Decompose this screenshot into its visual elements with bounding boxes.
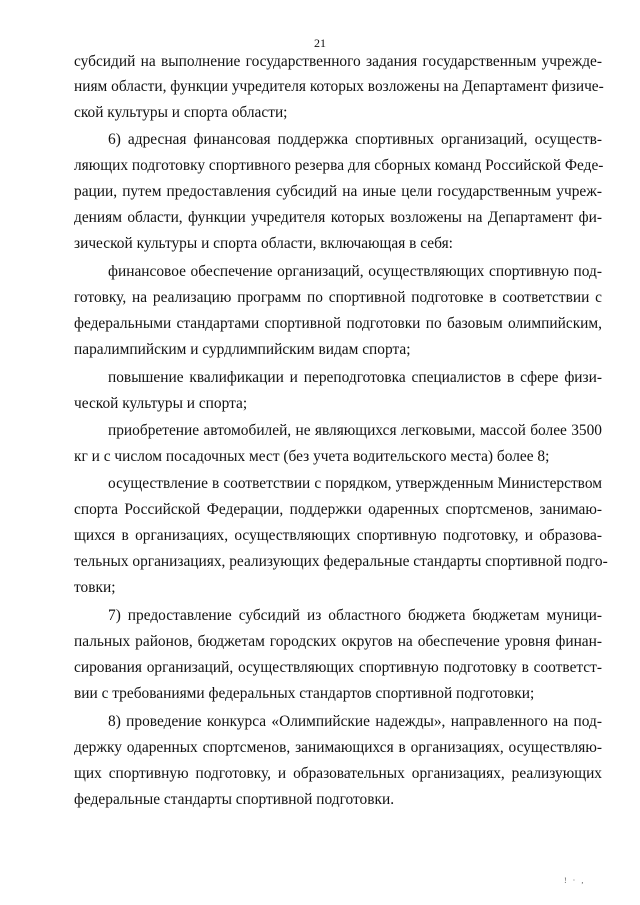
text-line: тельных организациях, реализующих федеральные стандарты спортивной подго- <box>74 553 608 570</box>
text-line: готовку, на реализацию программ по спортивной подготовке в соответствии с <box>74 289 602 306</box>
text-line: дениям области, функции учредителя которых возложены на Департамент фи- <box>74 209 602 226</box>
text-line: субсидий на выполнение государственного задания государственным учрежде- <box>74 53 602 70</box>
text-line: рации, путем предоставления субсидий на иные цели государственным учреж- <box>74 183 602 200</box>
text-line: повышение квалификации и переподготовка специалистов в сфере физи- <box>108 369 602 386</box>
text-line: вии с требованиями федеральных стандартов спортивной подготовки; <box>74 685 535 702</box>
text-line: щих спортивную подготовку, и образовательных организациях, реализующих <box>74 765 602 782</box>
text-line: ляющих подготовку спортивного резерва для сборных команд Российской Феде- <box>74 157 604 174</box>
text-line: ниям области, функции учредителя которых возложены на Департамент физиче- <box>74 78 604 95</box>
text-line: пальных районов, бюджетам городских округов на обеспечение уровня финан- <box>74 633 602 650</box>
text-line: щихся в организациях, осуществляющих спортивную подготовку, и образова- <box>74 527 602 544</box>
text-line: ческой культуры и спорта; <box>74 395 248 412</box>
page-number: 21 <box>314 36 326 50</box>
text-line: приобретение автомобилей, не являющихся легковыми, массой более 3500 <box>108 422 602 439</box>
text-line: 6) адресная финансовая поддержка спортивных организаций, осуществ- <box>108 131 602 148</box>
text-line: кг и с числом посадочных мест (без учета водительского места) более 8; <box>74 448 550 465</box>
text-line: ской культуры и спорта области; <box>74 104 288 121</box>
text-line: товки; <box>74 579 116 596</box>
text-line: 7) предоставление субсидий из областного бюджета бюджетам муници- <box>108 607 602 624</box>
text-line: федеральные стандарты спортивной подготовки. <box>74 791 395 808</box>
text-line: держку одаренных спортсменов, занимающихся в организациях, осуществляю- <box>74 739 602 756</box>
text-line: финансовое обеспечение организаций, осуществляющих спортивную под- <box>108 263 602 280</box>
footer-mark: ! · , <box>564 876 586 885</box>
text-line: зической культуры и спорта области, включающая в себя: <box>74 235 453 252</box>
text-line: 8) проведение конкурса «Олимпийские надежды», направленного на под- <box>108 713 602 730</box>
text-line: сирования организаций, осуществляющих спортивную подготовку в соответст- <box>74 659 602 676</box>
text-line: паралимпийским и сурдлимпийским видам спорта; <box>74 341 411 358</box>
text-line: осуществление в соответствии с порядком, утвержденным Министерством <box>108 475 602 492</box>
text-line: федеральными стандартами спортивной подготовки по базовым олимпийским, <box>74 315 602 332</box>
text-line: спорта Российской Федерации, поддержки одаренных спортсменов, занимаю- <box>74 501 602 518</box>
